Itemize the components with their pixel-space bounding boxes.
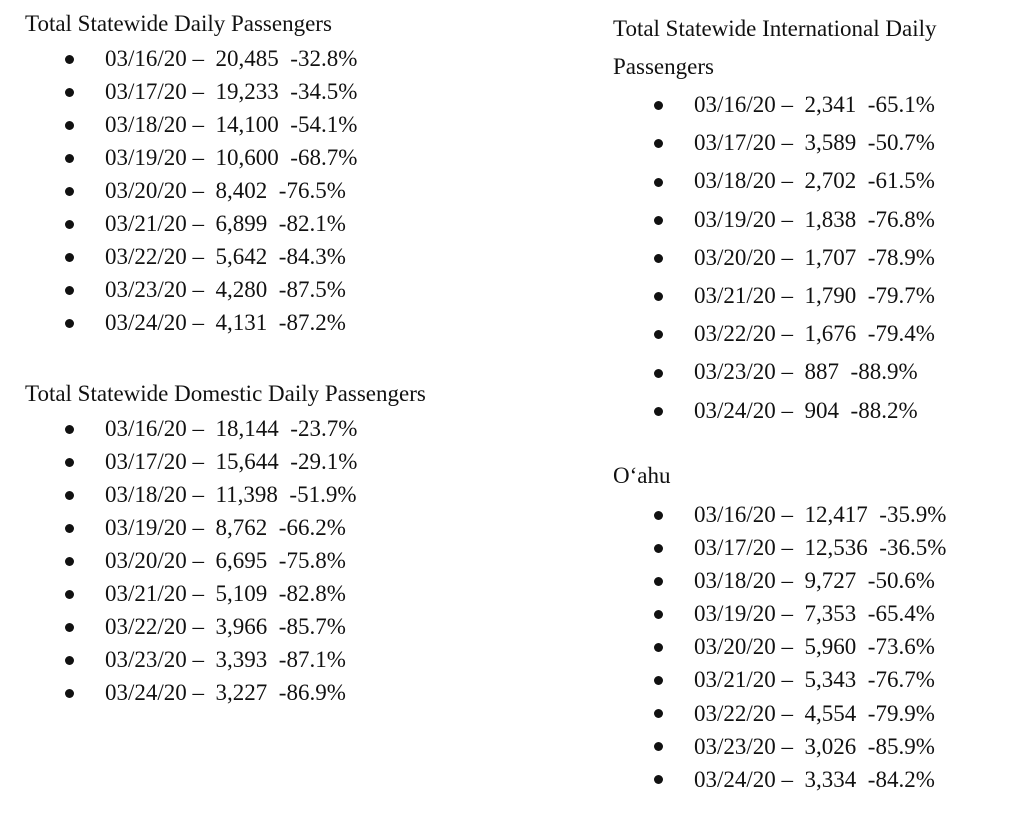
- list-item: [613, 277, 1013, 315]
- list-item: [613, 353, 1013, 391]
- bullet-icon: [65, 121, 74, 130]
- list-item-text: 03/17/20 – 15,644 -29.1%: [105, 449, 358, 474]
- passenger-list: [613, 86, 1013, 430]
- section-heading: Total Statewide Domestic Daily Passengers: [25, 381, 426, 406]
- list-item-text: 03/20/20 – 8,402 -76.5%: [105, 178, 346, 203]
- list-item-text: 03/20/20 – 5,960 -73.6%: [694, 634, 935, 660]
- list-item: [25, 412, 545, 445]
- list-item: [25, 478, 545, 511]
- list-item: [25, 544, 545, 577]
- list-item: [613, 86, 1013, 124]
- bullet-icon: [65, 590, 74, 599]
- list-item: [613, 663, 1013, 696]
- bullet-icon: [65, 425, 74, 434]
- list-item: [613, 730, 1013, 763]
- list-item-text: 03/18/20 – 14,100 -54.1%: [105, 112, 358, 137]
- bullet-icon: [654, 676, 663, 685]
- passenger-list: [25, 412, 545, 709]
- list-item: [613, 315, 1013, 353]
- list-item-text: 03/23/20 – 887 -88.9%: [694, 359, 918, 385]
- bullet-icon: [654, 544, 663, 553]
- bullet-icon: [65, 623, 74, 632]
- list-item: [25, 643, 545, 676]
- list-item: [613, 597, 1013, 630]
- bullet-icon: [654, 178, 663, 187]
- list-item-text: 03/18/20 – 2,702 -61.5%: [694, 168, 935, 194]
- list-item: [613, 201, 1013, 239]
- section-statewide-international: [613, 10, 1013, 430]
- bullet-icon: [654, 101, 663, 110]
- list-item: [613, 697, 1013, 730]
- section-heading: [613, 10, 1013, 86]
- list-item: [25, 174, 545, 207]
- section-heading: O‘ahu: [613, 463, 671, 488]
- list-item-text: 03/20/20 – 6,695 -75.8%: [105, 548, 346, 573]
- bullet-icon: [65, 55, 74, 64]
- list-item: [25, 306, 545, 339]
- list-item-text: 03/16/20 – 12,417 -35.9%: [694, 502, 947, 527]
- list-item-text: 03/22/20 – 5,642 -84.3%: [105, 244, 346, 269]
- list-item-text: 03/16/20 – 20,485 -32.8%: [105, 46, 358, 71]
- list-item: [25, 610, 545, 643]
- bullet-icon: [654, 407, 663, 416]
- list-item: [25, 511, 545, 544]
- list-item: [25, 676, 545, 709]
- list-item-text: 03/16/20 – 18,144 -23.7%: [105, 416, 358, 441]
- list-item-text: 03/17/20 – 3,589 -50.7%: [694, 130, 935, 156]
- list-item-text: 03/18/20 – 11,398 -51.9%: [105, 482, 357, 507]
- list-item-text: 03/19/20 – 1,838 -76.8%: [694, 206, 935, 232]
- list-item: [25, 240, 545, 273]
- bullet-icon: [654, 511, 663, 520]
- list-item: [613, 498, 1013, 531]
- bullet-icon: [654, 775, 663, 784]
- list-item: [613, 531, 1013, 564]
- list-item-text: 03/22/20 – 3,966 -85.7%: [105, 614, 346, 639]
- section-heading-line: Total Statewide International Daily: [613, 16, 937, 41]
- list-item: [25, 207, 545, 240]
- list-item: [613, 162, 1013, 200]
- bullet-icon: [65, 491, 74, 500]
- bullet-icon: [65, 187, 74, 196]
- section-statewide-daily: [25, 6, 545, 339]
- section-oahu: [613, 458, 1013, 796]
- list-item-text: 03/21/20 – 6,899 -82.1%: [105, 211, 346, 236]
- list-item: [613, 392, 1013, 430]
- bullet-icon: [65, 524, 74, 533]
- section-statewide-domestic: [25, 376, 545, 709]
- bullet-icon: [654, 577, 663, 586]
- list-item-text: 03/21/20 – 5,109 -82.8%: [105, 581, 346, 606]
- bullet-icon: [654, 330, 663, 339]
- list-item-text: 03/22/20 – 1,676 -79.4%: [694, 321, 935, 347]
- bullet-icon: [65, 319, 74, 328]
- bullet-icon: [65, 220, 74, 229]
- bullet-icon: [65, 656, 74, 665]
- list-item-text: 03/23/20 – 3,026 -85.9%: [694, 733, 935, 759]
- bullet-icon: [65, 154, 74, 163]
- bullet-icon: [65, 689, 74, 698]
- list-item: [25, 141, 545, 174]
- bullet-icon: [65, 458, 74, 467]
- bullet-icon: [654, 139, 663, 148]
- section-heading: Total Statewide Daily Passengers: [25, 11, 332, 36]
- list-item-text: 03/17/20 – 19,233 -34.5%: [105, 79, 358, 104]
- bullet-icon: [65, 253, 74, 262]
- list-item: [25, 75, 545, 108]
- list-item-text: 03/24/20 – 904 -88.2%: [694, 397, 918, 423]
- section-heading-line: Passengers: [613, 54, 714, 79]
- passenger-list: [613, 498, 1013, 796]
- list-item-text: 03/19/20 – 8,762 -66.2%: [105, 515, 346, 540]
- passenger-list: [25, 42, 545, 339]
- list-item-text: 03/23/20 – 4,280 -87.5%: [105, 277, 346, 302]
- list-item: [25, 42, 545, 75]
- bullet-icon: [654, 254, 663, 263]
- bullet-icon: [654, 610, 663, 619]
- list-item: [613, 239, 1013, 277]
- list-item-text: 03/21/20 – 5,343 -76.7%: [694, 667, 935, 693]
- bullet-icon: [65, 286, 74, 295]
- list-item: [613, 124, 1013, 162]
- bullet-icon: [654, 742, 663, 751]
- list-item-text: 03/19/20 – 10,600 -68.7%: [105, 145, 358, 170]
- list-item-text: 03/23/20 – 3,393 -87.1%: [105, 647, 346, 672]
- list-item: [613, 564, 1013, 597]
- list-item-text: 03/24/20 – 3,227 -86.9%: [105, 680, 346, 705]
- bullet-icon: [654, 643, 663, 652]
- list-item: [25, 445, 545, 478]
- bullet-icon: [654, 369, 663, 378]
- list-item-text: 03/19/20 – 7,353 -65.4%: [694, 601, 935, 627]
- list-item: [25, 108, 545, 141]
- bullet-icon: [654, 216, 663, 225]
- bullet-icon: [65, 88, 74, 97]
- bullet-icon: [654, 709, 663, 718]
- bullet-icon: [654, 292, 663, 301]
- list-item-text: 03/24/20 – 4,131 -87.2%: [105, 310, 346, 335]
- list-item-text: 03/16/20 – 2,341 -65.1%: [694, 92, 935, 117]
- list-item-text: 03/22/20 – 4,554 -79.9%: [694, 700, 935, 726]
- list-item-text: 03/24/20 – 3,334 -84.2%: [694, 766, 935, 792]
- list-item-text: 03/18/20 – 9,727 -50.6%: [694, 568, 935, 594]
- list-item: [613, 763, 1013, 796]
- list-item: [25, 273, 545, 306]
- list-item: [25, 577, 545, 610]
- list-item-text: 03/21/20 – 1,790 -79.7%: [694, 283, 935, 309]
- list-item: [613, 630, 1013, 663]
- bullet-icon: [65, 557, 74, 566]
- list-item-text: 03/17/20 – 12,536 -36.5%: [694, 535, 947, 561]
- list-item-text: 03/20/20 – 1,707 -78.9%: [694, 244, 935, 270]
